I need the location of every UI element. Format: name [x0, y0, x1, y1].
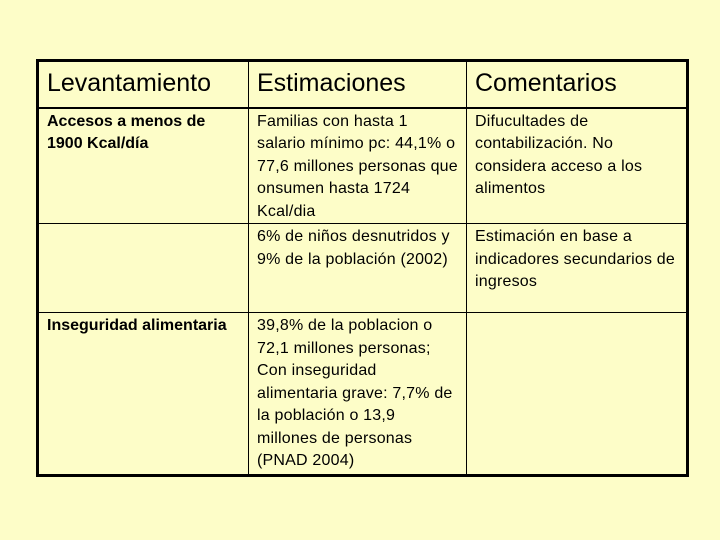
- header-comentarios: Comentarios: [467, 61, 688, 108]
- estimation-cell: 6% de niños desnutridos y 9% de la población (2002): [249, 224, 467, 313]
- row-label: Inseguridad alimentaria: [38, 313, 249, 476]
- header-levantamiento: Levantamiento: [38, 61, 249, 108]
- row-label: [38, 224, 249, 313]
- comment-cell: Estimación en base a indicadores secundarios de ingresos: [467, 224, 688, 313]
- row-label: Accesos a menos de 1900 Kcal/día: [38, 108, 249, 224]
- table-row: [38, 224, 688, 313]
- table-row: [38, 108, 688, 224]
- estimation-cell: 39,8% de la poblacion o 72,1 millones personas; Con inseguridad alimentaria grave: 7,7% de la población o 13,9 millones de personas (PNAD 2004): [249, 313, 467, 476]
- header-row: [38, 61, 688, 108]
- table-row: [38, 313, 688, 476]
- estimation-cell: Familias con hasta 1 salario mínimo pc: 44,1% o 77,6 millones personas que onsumen hasta 1724 Kcal/dia: [249, 108, 467, 224]
- data-table: [36, 59, 689, 477]
- comment-cell: Difucultades de contabilización. No considera acceso a los alimentos: [467, 108, 688, 224]
- comment-cell: [467, 313, 688, 476]
- header-estimaciones: Estimaciones: [249, 61, 467, 108]
